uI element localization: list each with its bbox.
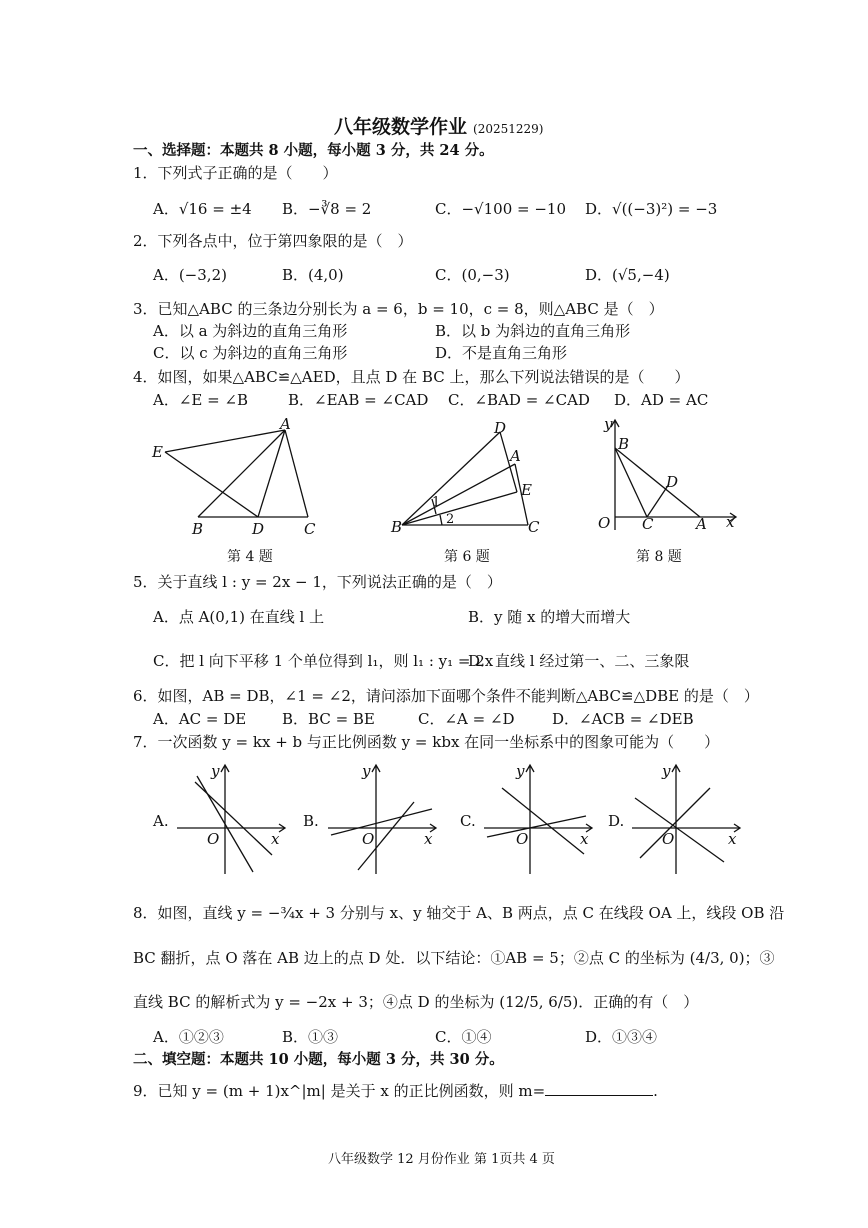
question-9-answer-blank[interactable]	[545, 1081, 653, 1096]
question-3-option-d: D．不是直角三角形	[435, 344, 568, 362]
fig6-label-e: E	[521, 481, 532, 499]
question-3-option-a: A．以 a 为斜边的直角三角形	[153, 322, 348, 340]
question-7-label-d: D.	[608, 812, 625, 830]
graph-d-label-x: x	[728, 830, 737, 848]
question-2-option-c: C．(0,−3)	[435, 266, 510, 284]
fig8-label-a: A	[696, 515, 707, 533]
graph-c-label-x: x	[580, 830, 589, 848]
question-1-option-a: A．√16 = ±4	[153, 200, 252, 218]
graph-a-label-y: y	[211, 762, 220, 780]
figure-8-coordinate-diagram	[590, 415, 750, 540]
title-text: 八年级数学作业	[334, 116, 468, 138]
question-7-graph-a	[175, 762, 290, 877]
figure-6-caption: 第 6 题	[444, 549, 490, 565]
title-date: (20251229)	[473, 122, 544, 136]
fig4-label-b: B	[192, 520, 204, 538]
graph-d-line-1	[635, 798, 724, 862]
page-title	[334, 116, 543, 140]
question-7-label-a: A.	[153, 812, 169, 830]
fig4-segment-ed	[165, 452, 258, 517]
fig6-segment-ba	[402, 464, 515, 525]
graph-c-line-2	[487, 816, 586, 837]
fig8-label-o: O	[598, 514, 611, 532]
fig6-label-c: C	[528, 518, 540, 536]
question-2-option-b: B．(4,0)	[282, 266, 344, 284]
fig6-label-angle-1: 1	[432, 495, 441, 510]
fig4-label-e: E	[152, 443, 163, 461]
question-4-option-c: C．∠BAD = ∠CAD	[448, 391, 590, 409]
fig4-label-a: A	[280, 415, 291, 433]
question-7-label-c: C.	[460, 812, 476, 830]
fig8-label-b: B	[618, 435, 630, 453]
question-8-option-b: B．①③	[282, 1028, 339, 1046]
fig6-label-angle-2: 2	[446, 512, 455, 527]
question-8-line-2: BC 翻折，点 O 落在 AB 边上的点 D 处．以下结论：①AB = 5；②点 C 的坐标为 (4/3, 0)；③	[133, 949, 775, 967]
question-4-option-d: D．AD = AC	[614, 391, 709, 409]
fig6-angle-2-arc	[440, 515, 442, 525]
section-heading-fill-in: 二、填空题：本题共 10 小题，每小题 3 分，共 30 分。	[133, 1051, 504, 1068]
question-4-option-b: B．∠EAB = ∠CAD	[288, 391, 429, 409]
question-5-option-b: B．y 随 x 的增大而增大	[468, 608, 631, 626]
question-9-end: .	[653, 1082, 658, 1100]
fig8-segment-ba	[615, 448, 700, 517]
fig6-label-a: A	[510, 447, 521, 465]
question-3-option-c: C．以 c 为斜边的直角三角形	[153, 344, 348, 362]
question-2-option-a: A．(−3,2)	[153, 266, 227, 284]
fig8-label-y: y	[604, 415, 613, 433]
question-5-option-c: C．把 l 向下平移 1 个单位得到 l₁，则 l₁ : y₁ = 2x	[153, 652, 494, 670]
question-1-stem: 1．下列式子正确的是（ ）	[133, 164, 338, 182]
question-2-option-d: D．(√5,−4)	[585, 266, 670, 284]
question-5-option-d: D．直线 l 经过第一、二、三象限	[468, 652, 690, 670]
graph-b-label-o: O	[362, 830, 375, 848]
question-6-option-a: A．AC = DE	[153, 710, 247, 728]
fig8-label-d: D	[666, 473, 679, 491]
graph-c-label-o: O	[516, 830, 529, 848]
question-7-graph-c	[482, 762, 597, 877]
question-4-stem: 4．如图，如果△ABC≌△AED，且点 D 在 BC 上，那么下列说法错误的是（ ）	[133, 368, 690, 386]
fig8-label-x: x	[726, 513, 735, 531]
graph-b-label-y: y	[362, 762, 371, 780]
figure-6-triangles	[390, 420, 550, 540]
fig4-label-d: D	[252, 520, 265, 538]
graph-c-line-1	[502, 788, 584, 854]
question-7-graph-b	[326, 762, 441, 877]
fig4-segment-ac	[285, 430, 308, 517]
question-8-option-c: C．①④	[435, 1028, 492, 1046]
question-7-label-b: B.	[303, 812, 319, 830]
question-3-option-b: B．以 b 为斜边的直角三角形	[435, 322, 631, 340]
figure-4-caption: 第 4 题	[227, 549, 273, 565]
question-1-option-c: C．−√100 = −10	[435, 200, 566, 218]
figure-8-caption: 第 8 题	[636, 549, 682, 565]
graph-b-label-x: x	[424, 830, 433, 848]
question-9-stem: 9．已知 y = (m + 1)x^|m| 是关于 x 的正比例函数，则 m=	[133, 1082, 546, 1100]
graph-c-label-y: y	[516, 762, 525, 780]
graph-b-line-1	[331, 809, 432, 835]
question-5-option-a: A．点 A(0,1) 在直线 l 上	[153, 608, 325, 626]
fig8-label-c: C	[642, 515, 654, 533]
fig8-segment-bc	[615, 448, 647, 517]
question-7-graph-d	[630, 762, 745, 877]
question-4-option-a: A．∠E = ∠B	[153, 391, 249, 409]
question-6-option-c: C．∠A = ∠D	[418, 710, 515, 728]
question-8-line-3: 直线 BC 的解析式为 y = −2x + 3；④点 D 的坐标为 (12/5, 6/5)．正确的有（ ）	[133, 993, 699, 1011]
question-1-option-d: D．√((−3)²) = −3	[585, 200, 718, 218]
question-6-stem: 6．如图，AB = DB，∠1 = ∠2，请问添加下面哪个条件不能判断△ABC≌△DBE 的是（ ）	[133, 687, 759, 705]
question-8-line-1: 8．如图，直线 y = −¾x + 3 分别与 x、y 轴交于 A、B 两点，点 C 在线段 OA 上，线段 OB 沿	[133, 904, 785, 922]
question-7-stem: 7．一次函数 y = kx + b 与正比例函数 y = kbx 在同一坐标系中的图象可能为（ ）	[133, 733, 720, 751]
graph-d-line-2	[640, 788, 710, 858]
fig6-label-d: D	[494, 419, 507, 437]
graph-a-label-o: O	[207, 830, 220, 848]
graph-d-label-o: O	[662, 830, 675, 848]
question-2-stem: 2．下列各点中，位于第四象限的是（ ）	[133, 232, 413, 250]
question-8-option-a: A．①②③	[153, 1028, 224, 1046]
fig6-label-b: B	[391, 518, 403, 536]
question-8-option-d: D．①③④	[585, 1028, 658, 1046]
section-heading-choice: 一、选择题：本题共 8 小题，每小题 3 分，共 24 分。	[133, 142, 494, 159]
page-footer: 八年级数学 12 月份作业 第 1页共 4 页	[328, 1152, 555, 1167]
graph-d-label-y: y	[662, 762, 671, 780]
question-1-option-b: B．−∛8 = 2	[282, 200, 372, 218]
graph-a-label-x: x	[271, 830, 280, 848]
question-3-stem: 3．已知△ABC 的三条边分别长为 a = 6，b = 10，c = 8，则△ABC 是（ ）	[133, 300, 664, 318]
question-9	[133, 1081, 658, 1101]
question-5-stem: 5．关于直线 l : y = 2x − 1，下列说法正确的是（ ）	[133, 573, 502, 591]
question-6-option-d: D．∠ACB = ∠DEB	[552, 710, 694, 728]
question-6-option-b: B．BC = BE	[282, 710, 375, 728]
figure-4-triangles	[150, 415, 330, 540]
fig4-label-c: C	[304, 520, 316, 538]
